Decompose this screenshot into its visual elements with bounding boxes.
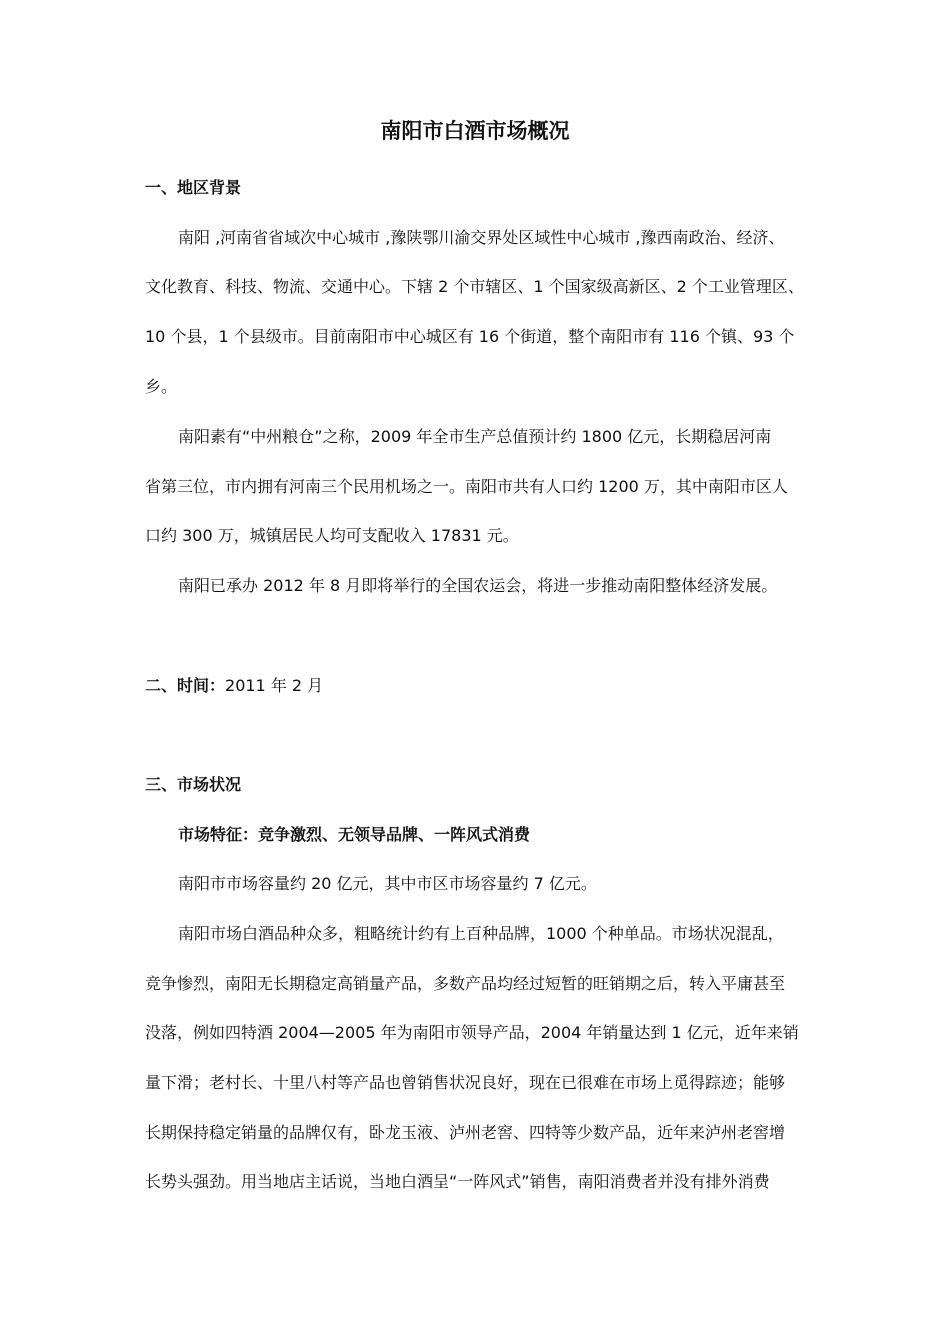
section-time	[145, 674, 815, 698]
paragraph-line: 10 个县，1 个县级市。目前南阳市中心城区有 16 个街道，整个南阳市有 116 个镇、93 个	[145, 327, 795, 346]
paragraph-line: 南阳市市场容量约 20 亿元，其中市区市场容量约 7 亿元。	[178, 874, 597, 893]
paragraph-line: 没落，例如四特酒 2004—2005 年为南阳市领导产品，2004 年销量达到 1 亿元，近年来销	[145, 1023, 799, 1042]
paragraph-line: 南阳市场白酒品种众多，粗略统计约有上百种品牌，1000 个种单品。市场状况混乱，	[178, 924, 784, 943]
paragraph-line: 长势头强劲。用当地店主话说，当地白酒呈“一阵风式”销售，南阳消费者并没有排外消费	[145, 1172, 770, 1191]
paragraph-line: 竞争惨烈，南阳无长期稳定高销量产品，多数产品均经过短暂的旺销期之后，转入平庸甚至	[145, 974, 786, 993]
paragraph-line: 长期保持稳定销量的品牌仅有，卧龙玉液、泸州老窖、四特等少数产品，近年来泸州老窖增	[145, 1123, 786, 1142]
paragraph-line: 南阳已承办 2012 年 8 月即将举行的全国农运会，将进一步推动南阳整体经济发展。	[178, 576, 778, 595]
section-heading-time: 二、时间：	[145, 676, 226, 695]
section-heading-region-background: 一、地区背景	[145, 178, 242, 197]
document-title: 南阳市白酒市场概况	[380, 119, 570, 143]
time-value: 2011 年 2 月	[225, 676, 324, 695]
paragraph-line: 省第三位，市内拥有河南三个民用机场之一。南阳市共有人口约 1200 万，其中南阳市区人	[145, 477, 788, 496]
paragraph-line: 南阳素有“中州粮仓”之称，2009 年全市生产总值预计约 1800 亿元，长期稳居河南	[178, 427, 772, 446]
paragraph-line: 量下滑；老村长、十里八村等产品也曾销售状况良好，现在已很难在市场上觅得踪迹；能够	[145, 1073, 786, 1092]
section-heading-market-status: 三、市场状况	[145, 775, 242, 794]
subheading-market-features: 市场特征：竞争激烈、无领导品牌、一阵风式消费	[178, 825, 531, 844]
paragraph-line: 口约 300 万，城镇居民人均可支配收入 17831 元。	[145, 526, 519, 545]
paragraph-line: 文化教育、科技、物流、交通中心。下辖 2 个市辖区、1 个国家级高新区、2 个工业管理区、	[145, 277, 804, 296]
paragraph-line: 南阳 ,河南省省域次中心城市 ,豫陕鄂川渝交界处区域性中心城市 ,豫西南政治、经济、	[178, 228, 785, 247]
paragraph-line: 乡。	[145, 377, 178, 396]
